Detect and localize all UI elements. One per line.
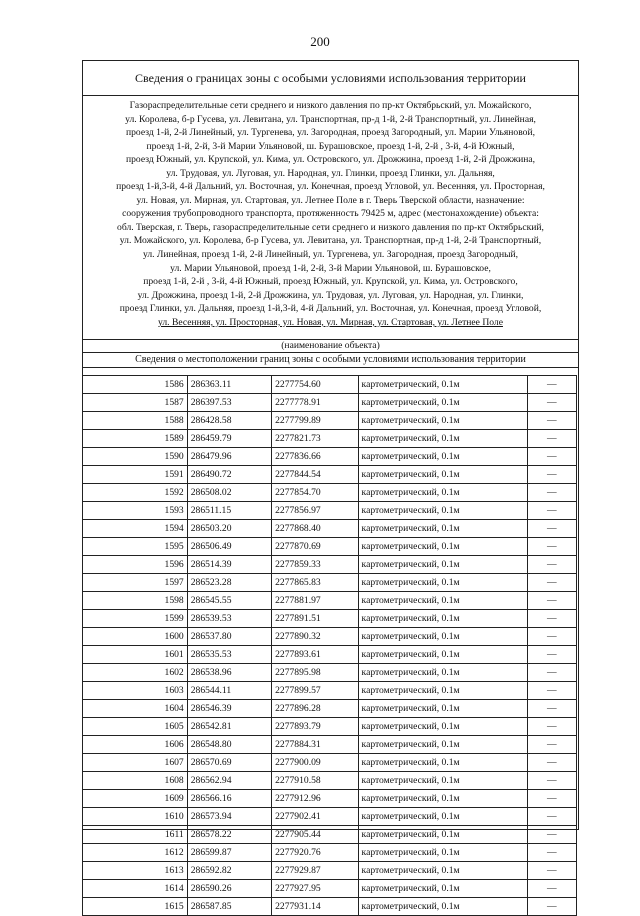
method-cell: картометрический, 0.1м bbox=[358, 844, 527, 862]
table-row bbox=[83, 376, 577, 394]
x-coordinate-cell: 286514.39 bbox=[187, 556, 271, 574]
point-number-cell: 1588 bbox=[83, 412, 188, 430]
point-number-cell: 1586 bbox=[83, 376, 188, 394]
point-number-cell: 1612 bbox=[83, 844, 188, 862]
y-coordinate-cell: 2277900.09 bbox=[272, 754, 358, 772]
description-cell: — bbox=[527, 790, 577, 808]
x-coordinate-cell: 286506.49 bbox=[187, 538, 271, 556]
description-cell: — bbox=[527, 862, 577, 880]
table-row bbox=[83, 808, 577, 826]
description-cell: — bbox=[527, 430, 577, 448]
table-row bbox=[83, 556, 577, 574]
method-cell: картометрический, 0.1м bbox=[358, 592, 527, 610]
y-coordinate-cell: 2277905.44 bbox=[272, 826, 358, 844]
x-coordinate-cell: 286539.53 bbox=[187, 610, 271, 628]
point-number-cell: 1590 bbox=[83, 448, 188, 466]
method-cell: картометрический, 0.1м bbox=[358, 466, 527, 484]
table-row bbox=[83, 862, 577, 880]
y-coordinate-cell: 2277912.96 bbox=[272, 790, 358, 808]
table-row bbox=[83, 628, 577, 646]
x-coordinate-cell: 286363.11 bbox=[187, 376, 271, 394]
object-name-caption: (наименование объекта) bbox=[83, 340, 578, 353]
method-cell: картометрический, 0.1м bbox=[358, 394, 527, 412]
x-coordinate-cell: 286562.94 bbox=[187, 772, 271, 790]
x-coordinate-cell: 286599.87 bbox=[187, 844, 271, 862]
table-row bbox=[83, 574, 577, 592]
table-row bbox=[83, 646, 577, 664]
x-coordinate-cell: 286508.02 bbox=[187, 484, 271, 502]
point-number-cell: 1604 bbox=[83, 700, 188, 718]
table-row bbox=[83, 898, 577, 916]
method-cell: картометрический, 0.1м bbox=[358, 556, 527, 574]
description-cell: — bbox=[527, 718, 577, 736]
table-row bbox=[83, 502, 577, 520]
x-coordinate-cell: 286573.94 bbox=[187, 808, 271, 826]
y-coordinate-cell: 2277899.57 bbox=[272, 682, 358, 700]
point-number-cell: 1606 bbox=[83, 736, 188, 754]
y-coordinate-cell: 2277884.31 bbox=[272, 736, 358, 754]
point-number-cell: 1603 bbox=[83, 682, 188, 700]
location-subtitle: Сведения о местоположении границ зоны с особыми условиями использования территории bbox=[83, 353, 578, 368]
description-line: ул. Марии Ульяновой, проезд 1-й, 2-й, 3-й Марии Ульяновой, ш. Бурашовское, bbox=[170, 262, 491, 274]
x-coordinate-cell: 286535.53 bbox=[187, 646, 271, 664]
x-coordinate-cell: 286578.22 bbox=[187, 826, 271, 844]
method-cell: картометрический, 0.1м bbox=[358, 610, 527, 628]
description-cell: — bbox=[527, 808, 577, 826]
y-coordinate-cell: 2277902.41 bbox=[272, 808, 358, 826]
y-coordinate-cell: 2277844.54 bbox=[272, 466, 358, 484]
description-cell: — bbox=[527, 826, 577, 844]
y-coordinate-cell: 2277890.32 bbox=[272, 628, 358, 646]
point-number-cell: 1595 bbox=[83, 538, 188, 556]
x-coordinate-cell: 286490.72 bbox=[187, 466, 271, 484]
method-cell: картометрический, 0.1м bbox=[358, 664, 527, 682]
method-cell: картометрический, 0.1м bbox=[358, 376, 527, 394]
description-line: ул. Весенняя, ул. Просторная, ул. Новая, ул. Мирная, ул. Стартовая, ул. Летнее Поле bbox=[158, 316, 503, 328]
description-line: проезд 1-й, 2-й , 3-й, 4-й Южный, проезд Южный, ул. Крупской, ул. Кима, ул. Островского, bbox=[143, 276, 518, 288]
table-row bbox=[83, 592, 577, 610]
method-cell: картометрический, 0.1м bbox=[358, 790, 527, 808]
coordinates-table bbox=[82, 375, 577, 916]
point-number-cell: 1592 bbox=[83, 484, 188, 502]
y-coordinate-cell: 2277799.89 bbox=[272, 412, 358, 430]
y-coordinate-cell: 2277856.97 bbox=[272, 502, 358, 520]
method-cell: картометрический, 0.1м bbox=[358, 754, 527, 772]
y-coordinate-cell: 2277920.76 bbox=[272, 844, 358, 862]
method-cell: картометрический, 0.1м bbox=[358, 736, 527, 754]
description-cell: — bbox=[527, 610, 577, 628]
x-coordinate-cell: 286511.15 bbox=[187, 502, 271, 520]
method-cell: картометрический, 0.1м bbox=[358, 682, 527, 700]
zone-info-form bbox=[82, 60, 579, 912]
y-coordinate-cell: 2277868.40 bbox=[272, 520, 358, 538]
y-coordinate-cell: 2277927.95 bbox=[272, 880, 358, 898]
y-coordinate-cell: 2277754.60 bbox=[272, 376, 358, 394]
y-coordinate-cell: 2277929.87 bbox=[272, 862, 358, 880]
description-cell: — bbox=[527, 646, 577, 664]
table-row bbox=[83, 430, 577, 448]
description-cell: — bbox=[527, 664, 577, 682]
form-title: Сведения о границах зоны с особыми условиями использования территории bbox=[83, 61, 578, 96]
y-coordinate-cell: 2277836.66 bbox=[272, 448, 358, 466]
description-line: ул. Трудовая, ул. Луговая, ул. Народная, ул. Глинки, проезд Глинки, ул. Дальняя, bbox=[166, 167, 495, 179]
point-number-cell: 1589 bbox=[83, 430, 188, 448]
table-row bbox=[83, 736, 577, 754]
y-coordinate-cell: 2277893.79 bbox=[272, 718, 358, 736]
method-cell: картометрический, 0.1м bbox=[358, 898, 527, 916]
description-cell: — bbox=[527, 448, 577, 466]
description-line: ул. Королева, б-р Гусева, ул. Левитана, ул. Транспортная, пр-д 1-й, 2-й Транспортный, ул. Линейная, bbox=[125, 113, 536, 125]
table-row bbox=[83, 538, 577, 556]
point-number-cell: 1611 bbox=[83, 826, 188, 844]
table-row bbox=[83, 718, 577, 736]
y-coordinate-cell: 2277896.28 bbox=[272, 700, 358, 718]
point-number-cell: 1609 bbox=[83, 790, 188, 808]
method-cell: картометрический, 0.1м bbox=[358, 772, 527, 790]
description-line: проезд Глинки, ул. Дальняя, проезд 1-й,3-й, 4-й Дальний, ул. Восточная, ул. Конечная, проезд Угловой, bbox=[119, 303, 542, 315]
point-number-cell: 1615 bbox=[83, 898, 188, 916]
method-cell: картометрический, 0.1м bbox=[358, 538, 527, 556]
x-coordinate-cell: 286479.96 bbox=[187, 448, 271, 466]
object-description bbox=[83, 96, 578, 340]
x-coordinate-cell: 286523.28 bbox=[187, 574, 271, 592]
x-coordinate-cell: 286538.96 bbox=[187, 664, 271, 682]
x-coordinate-cell: 286548.80 bbox=[187, 736, 271, 754]
description-cell: — bbox=[527, 520, 577, 538]
description-line: проезд 1-й, 2-й Линейный, ул. Тургенева, ул. Загородная, проезд Загородный, ул. Марии Ульяновой, bbox=[125, 127, 535, 139]
description-line: проезд 1-й,3-й, 4-й Дальний, ул. Восточная, ул. Конечная, проезд Угловой, ул. Весенняя, ул. Просторная, bbox=[116, 181, 545, 193]
table-row bbox=[83, 412, 577, 430]
method-cell: картометрический, 0.1м bbox=[358, 430, 527, 448]
description-line: ул. Новая, ул. Мирная, ул. Стартовая, ул. Летнее Поле в г. Тверь Тверской области, назначение: bbox=[136, 194, 525, 206]
table-row bbox=[83, 610, 577, 628]
table-row bbox=[83, 394, 577, 412]
method-cell: картометрический, 0.1м bbox=[358, 412, 527, 430]
y-coordinate-cell: 2277778.91 bbox=[272, 394, 358, 412]
description-line: ул. Линейная, проезд 1-й, 2-й Линейный, ул. Тургенева, ул. Загородная, проезд Загородный, bbox=[142, 249, 519, 261]
y-coordinate-cell: 2277821.73 bbox=[272, 430, 358, 448]
table-row bbox=[83, 664, 577, 682]
point-number-cell: 1607 bbox=[83, 754, 188, 772]
y-coordinate-cell: 2277891.51 bbox=[272, 610, 358, 628]
table-row bbox=[83, 880, 577, 898]
description-cell: — bbox=[527, 628, 577, 646]
point-number-cell: 1600 bbox=[83, 628, 188, 646]
point-number-cell: 1596 bbox=[83, 556, 188, 574]
description-cell: — bbox=[527, 466, 577, 484]
table-row bbox=[83, 700, 577, 718]
y-coordinate-cell: 2277895.98 bbox=[272, 664, 358, 682]
description-line: Газораспределительные сети среднего и низкого давления по пр-кт Октябрьский, ул. Можайского, bbox=[129, 100, 532, 111]
description-cell: — bbox=[527, 880, 577, 898]
method-cell: картометрический, 0.1м bbox=[358, 502, 527, 520]
table-row bbox=[83, 466, 577, 484]
point-number-cell: 1605 bbox=[83, 718, 188, 736]
table-row bbox=[83, 484, 577, 502]
y-coordinate-cell: 2277931.14 bbox=[272, 898, 358, 916]
x-coordinate-cell: 286544.11 bbox=[187, 682, 271, 700]
method-cell: картометрический, 0.1м bbox=[358, 448, 527, 466]
x-coordinate-cell: 286459.79 bbox=[187, 430, 271, 448]
table-row bbox=[83, 754, 577, 772]
y-coordinate-cell: 2277859.33 bbox=[272, 556, 358, 574]
description-cell: — bbox=[527, 682, 577, 700]
x-coordinate-cell: 286542.81 bbox=[187, 718, 271, 736]
description-cell: — bbox=[527, 736, 577, 754]
description-cell: — bbox=[527, 556, 577, 574]
table-row bbox=[83, 790, 577, 808]
x-coordinate-cell: 286570.69 bbox=[187, 754, 271, 772]
point-number-cell: 1593 bbox=[83, 502, 188, 520]
point-number-cell: 1591 bbox=[83, 466, 188, 484]
point-number-cell: 1597 bbox=[83, 574, 188, 592]
description-cell: — bbox=[527, 772, 577, 790]
point-number-cell: 1587 bbox=[83, 394, 188, 412]
y-coordinate-cell: 2277870.69 bbox=[272, 538, 358, 556]
description-cell: — bbox=[527, 502, 577, 520]
table-row bbox=[83, 772, 577, 790]
point-number-cell: 1613 bbox=[83, 862, 188, 880]
method-cell: картометрический, 0.1м bbox=[358, 808, 527, 826]
x-coordinate-cell: 286587.85 bbox=[187, 898, 271, 916]
description-cell: — bbox=[527, 574, 577, 592]
table-row bbox=[83, 826, 577, 844]
table-row bbox=[83, 682, 577, 700]
x-coordinate-cell: 286566.16 bbox=[187, 790, 271, 808]
x-coordinate-cell: 286592.82 bbox=[187, 862, 271, 880]
point-number-cell: 1602 bbox=[83, 664, 188, 682]
table-row bbox=[83, 844, 577, 862]
description-cell: — bbox=[527, 394, 577, 412]
point-number-cell: 1598 bbox=[83, 592, 188, 610]
description-cell: — bbox=[527, 592, 577, 610]
x-coordinate-cell: 286537.80 bbox=[187, 628, 271, 646]
point-number-cell: 1599 bbox=[83, 610, 188, 628]
description-cell: — bbox=[527, 376, 577, 394]
description-line: ул. Можайского, ул. Королева, б-р Гусева, ул. Левитана, ул. Транспортная, пр-д 1-й, 2-й Транспортный, bbox=[119, 235, 542, 247]
y-coordinate-cell: 2277910.58 bbox=[272, 772, 358, 790]
x-coordinate-cell: 286428.58 bbox=[187, 412, 271, 430]
method-cell: картометрический, 0.1м bbox=[358, 646, 527, 664]
description-cell: — bbox=[527, 898, 577, 916]
description-cell: — bbox=[527, 700, 577, 718]
description-line: ул. Дрожжина, проезд 1-й, 2-й Дрожжина, ул. Трудовая, ул. Луговая, ул. Народная, ул. Глинки, bbox=[137, 289, 524, 301]
method-cell: картометрический, 0.1м bbox=[358, 826, 527, 844]
method-cell: картометрический, 0.1м bbox=[358, 700, 527, 718]
method-cell: картометрический, 0.1м bbox=[358, 628, 527, 646]
description-line: проезд 1-й, 2-й, 3-й Марии Ульяновой, ш. Бурашовское, проезд 1-й, 2-й , 3-й, 4-й Южный, bbox=[146, 140, 515, 152]
method-cell: картометрический, 0.1м bbox=[358, 718, 527, 736]
table-row bbox=[83, 448, 577, 466]
method-cell: картометрический, 0.1м bbox=[358, 574, 527, 592]
x-coordinate-cell: 286503.20 bbox=[187, 520, 271, 538]
page-number: 200 bbox=[310, 34, 330, 49]
point-number-cell: 1601 bbox=[83, 646, 188, 664]
point-number-cell: 1610 bbox=[83, 808, 188, 826]
description-cell: — bbox=[527, 538, 577, 556]
method-cell: картометрический, 0.1м bbox=[358, 484, 527, 502]
description-cell: — bbox=[527, 754, 577, 772]
y-coordinate-cell: 2277865.83 bbox=[272, 574, 358, 592]
x-coordinate-cell: 286546.39 bbox=[187, 700, 271, 718]
method-cell: картометрический, 0.1м bbox=[358, 520, 527, 538]
x-coordinate-cell: 286397.53 bbox=[187, 394, 271, 412]
y-coordinate-cell: 2277893.61 bbox=[272, 646, 358, 664]
table-row bbox=[83, 520, 577, 538]
method-cell: картометрический, 0.1м bbox=[358, 880, 527, 898]
description-cell: — bbox=[527, 484, 577, 502]
description-line: обл. Тверская, г. Тверь, газораспределительные сети среднего и низкого давления по пр-кт Октябрьский, bbox=[117, 221, 544, 233]
description-line: сооружения трубопроводного транспорта, протяженность 79425 м, адрес (местонахождение) объекта: bbox=[122, 208, 539, 220]
point-number-cell: 1614 bbox=[83, 880, 188, 898]
y-coordinate-cell: 2277881.97 bbox=[272, 592, 358, 610]
point-number-cell: 1594 bbox=[83, 520, 188, 538]
description-cell: — bbox=[527, 412, 577, 430]
description-cell: — bbox=[527, 844, 577, 862]
x-coordinate-cell: 286590.26 bbox=[187, 880, 271, 898]
description-line: проезд Южный, ул. Крупской, ул. Кима, ул. Островского, ул. Дрожжина, проезд 1-й, 2-й Дрожжина, bbox=[125, 154, 536, 166]
x-coordinate-cell: 286545.55 bbox=[187, 592, 271, 610]
y-coordinate-cell: 2277854.70 bbox=[272, 484, 358, 502]
point-number-cell: 1608 bbox=[83, 772, 188, 790]
method-cell: картометрический, 0.1м bbox=[358, 862, 527, 880]
